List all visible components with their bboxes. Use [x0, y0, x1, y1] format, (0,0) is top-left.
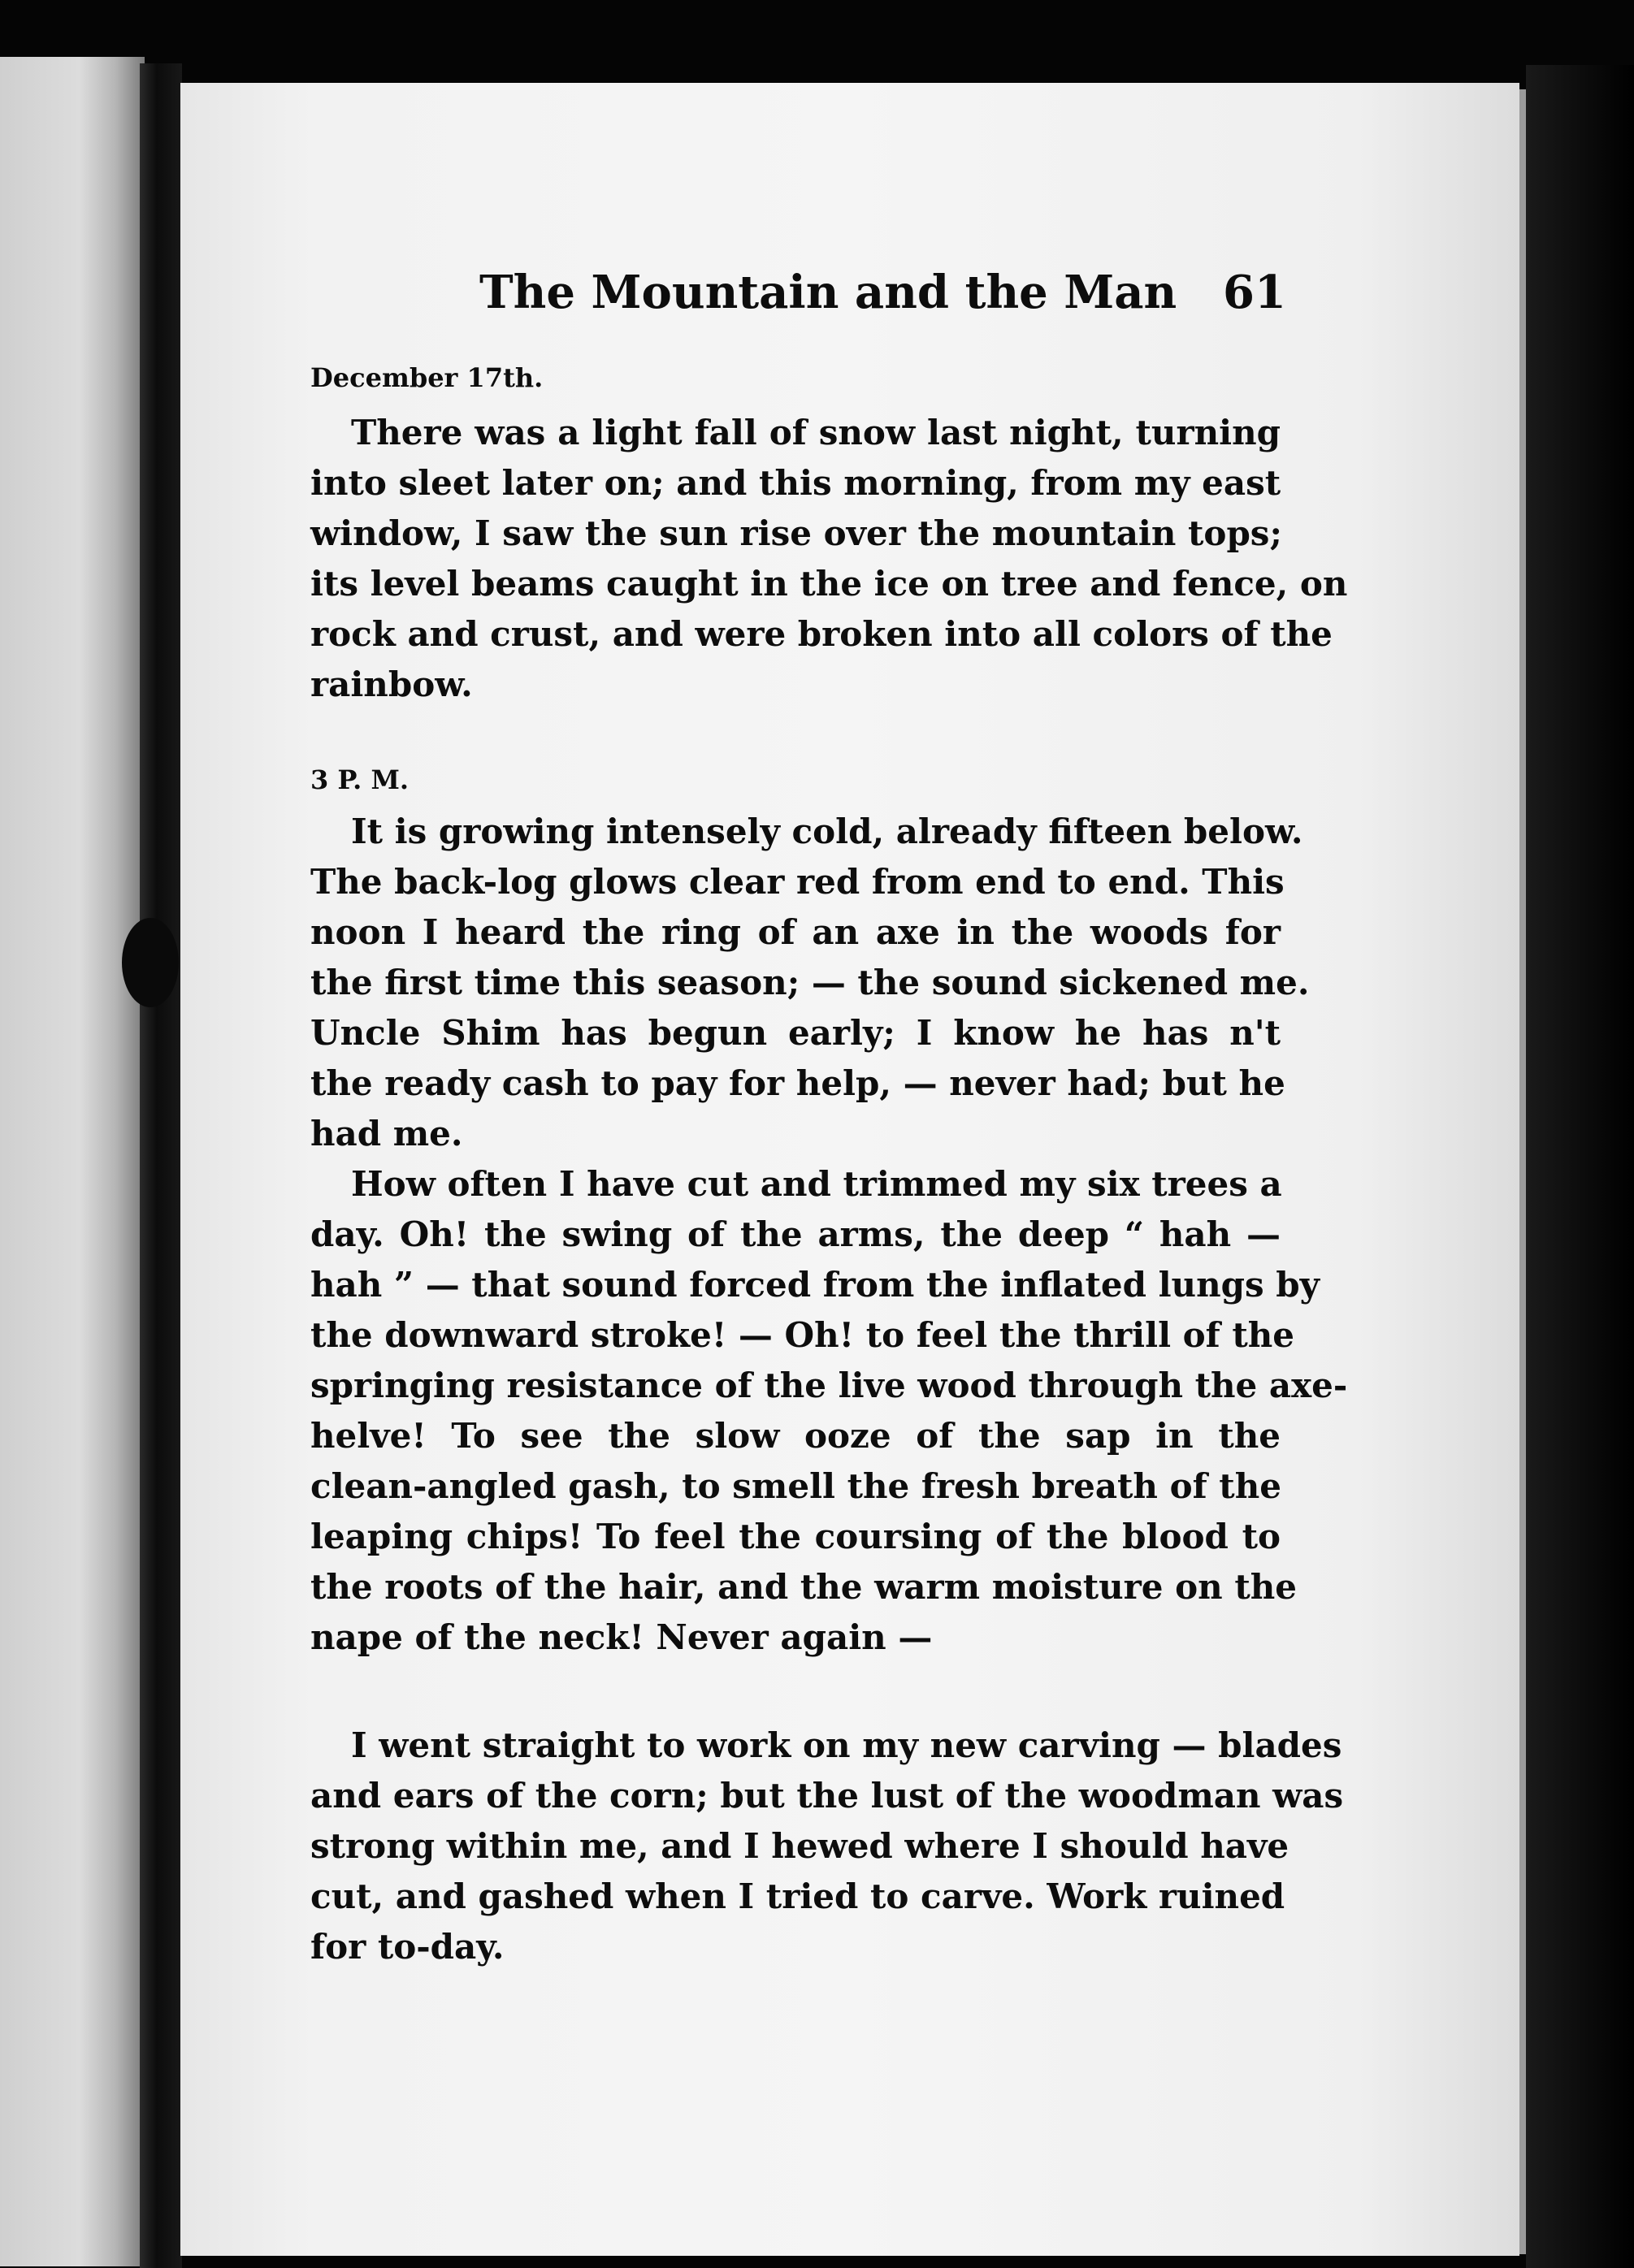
paragraph-line: I went straight to work on my new carving — blades — [351, 1725, 1342, 1765]
paragraph-line: into sleet later on; and this morning, from my east — [310, 463, 1281, 503]
paragraph-line: the first time this season; — the sound sickened me. — [310, 963, 1310, 1002]
scan-background — [1526, 65, 1634, 2268]
paragraph-line: It is growing intensely cold, already fifteen below. — [351, 812, 1303, 851]
facing-page-edge — [0, 57, 145, 2266]
paragraph-line: and ears of the corn; but the lust of the woodman was — [310, 1776, 1344, 1816]
paragraph-line: the ready cash to pay for help, — never had; but he — [310, 1063, 1285, 1103]
paragraph-line: helve! To see the slow ooze of the sap in the — [310, 1416, 1281, 1456]
paragraph-line: its level beams caught in the ice on tree and fence, on — [310, 564, 1348, 604]
paragraph-line: clean-angled gash, to smell the fresh breath of the — [310, 1466, 1281, 1506]
paragraph-line: leaping chips! To feel the coursing of the blood to — [310, 1517, 1281, 1556]
paragraph-line: window, I saw the sun rise over the mountain tops; — [310, 513, 1282, 553]
book-gutter — [140, 63, 182, 2268]
paragraph-line: The back-log glows clear red from end to end. This — [310, 862, 1285, 902]
paragraph-line: hah ” — that sound forced from the inflated lungs by — [310, 1265, 1320, 1305]
entry-date-heading: December 17th. — [310, 362, 544, 393]
paragraph-line: nape of the neck! Never again — — [310, 1617, 933, 1657]
paragraph-line: noon I heard the ring of an axe in the woods for — [310, 912, 1281, 952]
paragraph-line: rock and crust, and were broken into all colors of the — [310, 614, 1333, 654]
paragraph-line: springing resistance of the live wood through the axe- — [310, 1366, 1348, 1405]
paragraph-line: day. Oh! the swing of the arms, the deep “ hah — — [310, 1214, 1281, 1254]
paragraph-line: rainbow. — [310, 664, 473, 704]
paragraph-line: How often I have cut and trimmed my six trees a — [351, 1164, 1282, 1204]
paragraph-line: Uncle Shim has begun early; I know he has n't — [310, 1013, 1281, 1053]
paragraph-line: strong within me, and I hewed where I should have — [310, 1826, 1289, 1866]
paragraph-line: There was a light fall of snow last night, turning — [351, 413, 1281, 452]
paragraph-line: for to-day. — [310, 1927, 505, 1967]
paragraph-line: had me. — [310, 1114, 463, 1153]
page-number: 61 — [1223, 266, 1286, 319]
binding-shadow — [122, 918, 179, 1007]
running-title: The Mountain and the Man — [479, 266, 1177, 319]
paragraph-line: the roots of the hair, and the warm moisture on the — [310, 1567, 1297, 1607]
paragraph-line: cut, and gashed when I tried to carve. Work ruined — [310, 1876, 1285, 1916]
entry-time-heading: 3 P. M. — [310, 764, 410, 795]
paragraph-line: the downward stroke! — Oh! to feel the thrill of the — [310, 1315, 1295, 1355]
